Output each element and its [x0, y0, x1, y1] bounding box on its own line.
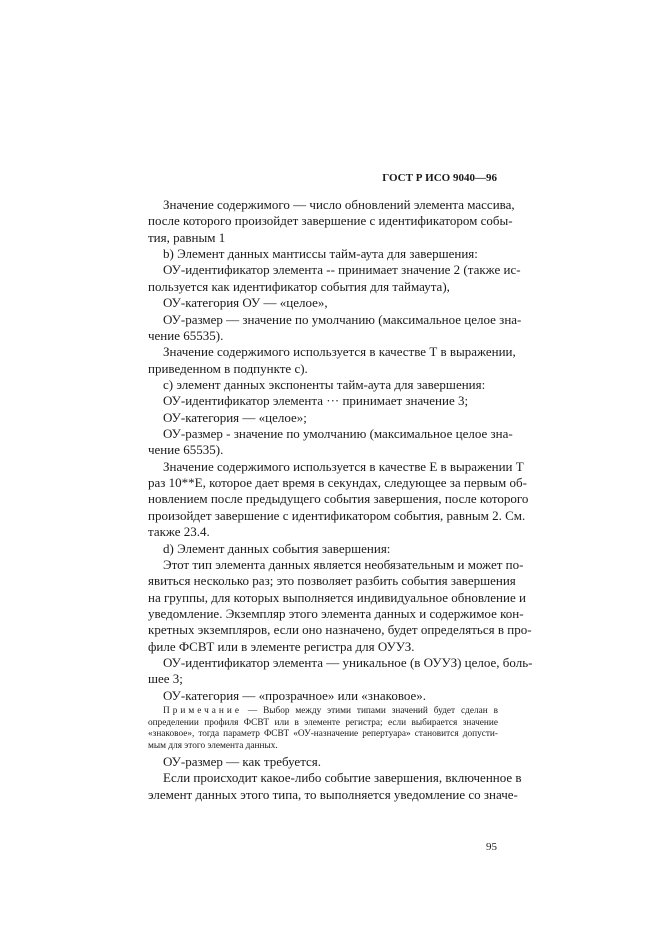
- text-line: тия, равным 1: [148, 229, 226, 245]
- note-first-line: [148, 706, 498, 718]
- tail-text: [148, 754, 522, 803]
- note-text: — Выбор между этими типами значений будет сделан в: [247, 706, 498, 717]
- text-line: b) Элемент данных мантиссы тайм-аута для завершения:: [163, 246, 478, 262]
- text-line: элемент данных этого типа, то выполняется уведомление со значе-: [148, 786, 518, 802]
- text-line: ОУ-размер — как требуется.: [163, 754, 322, 770]
- text-line: кретных экземпляров, если оно назначено, будет определяться в про-: [148, 622, 532, 638]
- text-line: ОУ-размер - значение по умолчанию (максимальное целое зна-: [163, 426, 513, 442]
- text-line: ОУ-категория — «целое»;: [163, 409, 307, 425]
- text-line: чение 65535).: [148, 327, 224, 343]
- text-line: явиться несколько раз; это позволяет разбить события завершения: [148, 573, 516, 589]
- text-line: Значение содержимого используется в качестве Е в выражении Т: [163, 458, 524, 474]
- text-line: произойдет завершение с идентификатором события, равным 2. См.: [148, 507, 526, 523]
- text-line: ОУ-идентификатор элемента — уникальное (в ОУУЗ) целое, боль-: [163, 655, 533, 671]
- page-body: [148, 197, 533, 803]
- note-line: определении профиля ФСВТ или в элементе регистра; если выбирается значение: [148, 717, 498, 728]
- text-line: Значение содержимого — число обновлений элемента массива,: [163, 197, 515, 212]
- text-line: ОУ-категория ОУ — «целое»,: [163, 295, 328, 311]
- page-number: 95: [486, 841, 497, 853]
- text-line: шее 3;: [148, 671, 183, 687]
- text-line: ОУ-идентификатор элемента -- принимает значение 2 (также ис-: [163, 262, 521, 278]
- text-line: Если происходит какое-либо событие завершения, включенное в: [163, 770, 522, 786]
- text-line: с) элемент данных экспоненты тайм-аута для завершения:: [163, 376, 486, 392]
- text-line: ОУ-размер — значение по умолчанию (максимальное целое зна-: [163, 311, 522, 327]
- note-label: Примечание: [163, 706, 242, 717]
- text-line: уведомление. Экземпляр этого элемента данных и содержимое кон-: [148, 605, 524, 621]
- note-line: мым для этого элемента данных.: [148, 740, 278, 751]
- text-line: раз 10**Е, которое дает время в секундах, следующее за первым об-: [148, 475, 527, 491]
- text-line: после которого произойдет завершение с идентификатором собы-: [148, 213, 513, 229]
- text-line: d) Элемент данных события завершения:: [163, 540, 391, 556]
- text-line: филе ФСВТ или в элементе регистра для ОУУЗ.: [148, 638, 415, 654]
- document-header: ГОСТ Р ИСО 9040—96: [382, 172, 497, 184]
- main-text: [148, 197, 533, 704]
- text-line: новлением после предыдущего события завершения, после которого: [148, 491, 529, 507]
- text-line: на группы, для которых выполняется индивидуальное обновление и: [148, 589, 526, 605]
- text-line: приведенном в подпункте с).: [148, 360, 308, 376]
- text-line: чение 65535).: [148, 442, 224, 458]
- text-line: Значение содержимого используется в качестве Т в выражении,: [163, 344, 516, 360]
- text-line: также 23.4.: [148, 524, 210, 540]
- text-line: ОУ-категория — «прозрачное» или «знаковое».: [163, 687, 427, 703]
- text-line: Этот тип элемента данных является необязательным и может по-: [163, 556, 524, 572]
- text-line: пользуется как идентификатор события для таймаута),: [148, 278, 450, 294]
- note-line: «знаковое», тогда параметр ФСВТ «ОУ-назначение репертуара» становится допусти-: [148, 729, 498, 740]
- text-line: ОУ-идентификатор элемента ··· принимает значение 3;: [163, 393, 469, 409]
